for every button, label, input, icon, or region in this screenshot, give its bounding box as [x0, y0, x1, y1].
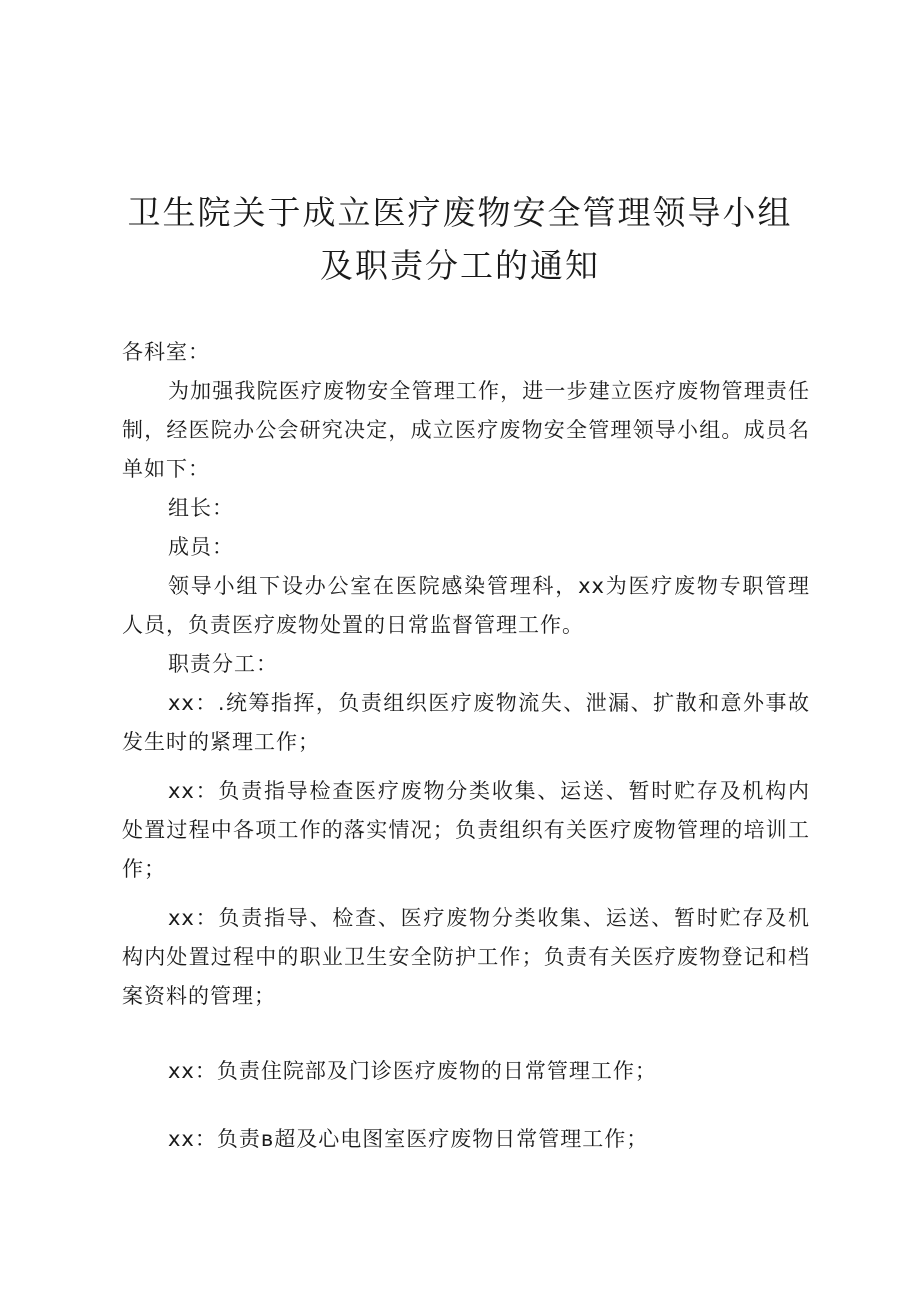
members-line: 成员：: [168, 535, 234, 559]
duties-heading: 职责分工：: [168, 652, 278, 676]
intro-paragraph: 为加强我院医疗废物安全管理工作，进一步建立医疗废物管理责任制，经医院办公会研究决定，成立医疗废物安全管理领导小组。成员名单如下：: [122, 379, 810, 481]
office-paragraph: 领导小组下设办公室在医院感染管理科，xx为医疗废物专职管理人员，负责医疗废物处置的日常监督管理工作。: [122, 574, 810, 637]
duty-item-3: xx：负责指导、检查、医疗废物分类收集、运送、暂时贮存及机构内处置过程中的职业卫生安全防护工作；负责有关医疗废物登记和档案资料的管理；: [122, 906, 810, 1008]
leader-line: 组长：: [168, 496, 234, 520]
document-title-line-2: 及职责分工的通知: [320, 246, 600, 285]
duty-item-1: xx：.统筹指挥，负责组织医疗废物流失、泄漏、扩散和意外事故发生时的紧理工作；: [122, 691, 810, 754]
document-body: [122, 333, 810, 1159]
duty-item-2: xx：负责指导检查医疗废物分类收集、运送、暂时贮存及机构内处置过程中各项工作的落实情况；负责组织有关医疗废物管理的培训工作；: [122, 779, 810, 881]
salutation: 各科室：: [122, 340, 210, 364]
duty-item-5: xx：负责в超及心电图室医疗废物日常管理工作；: [168, 1127, 649, 1151]
duty-item-4: xx：负责住院部及门诊医疗废物的日常管理工作；: [168, 1059, 657, 1083]
document-title-line-1: 卫生院关于成立医疗废物安全管理领导小组: [127, 193, 793, 232]
